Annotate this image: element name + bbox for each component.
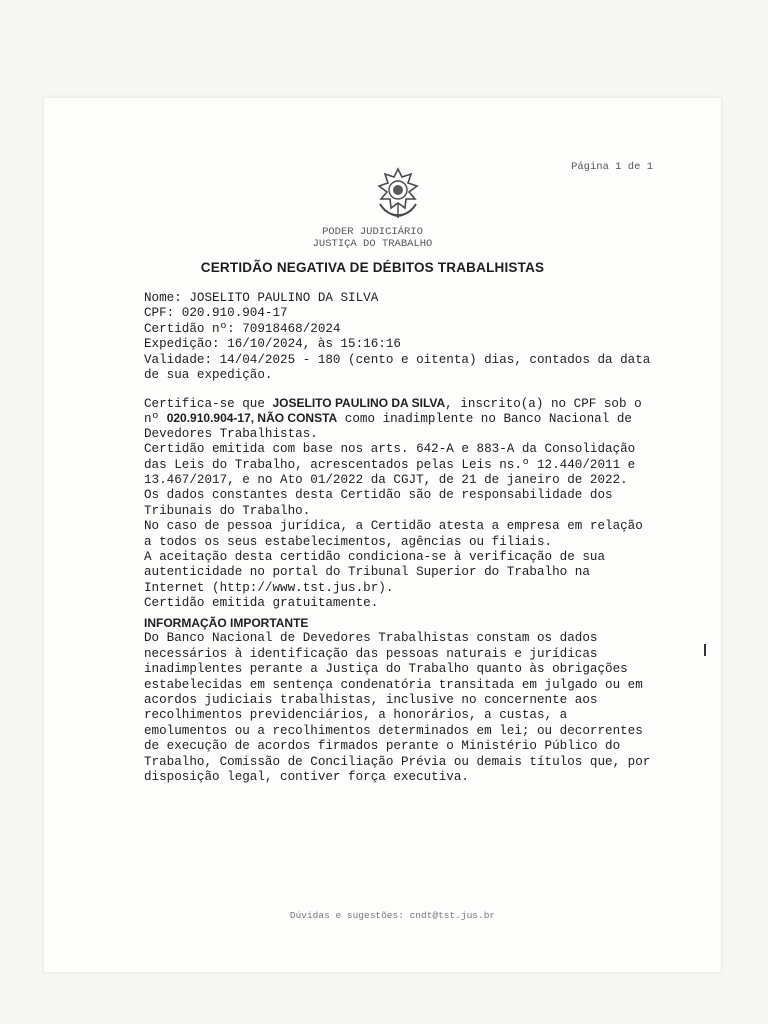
cert-line: 13.467/2017, e no Ato 01/2022 da CGJT, de 21 de janeiro de 2022. [144, 472, 628, 487]
field-validity: Validade: 14/04/2025 - 180 (cento e oitenta) dias, contados da data [144, 352, 651, 367]
info-line: Do Banco Nacional de Devedores Trabalhistas constam os dados [144, 631, 598, 646]
certificate-page [44, 98, 721, 972]
cert-line: Os dados constantes desta Certidão são de responsabilidade dos [144, 488, 613, 503]
cert-line: A aceitação desta certidão condiciona-se à verificação de sua [144, 549, 606, 564]
cert-line: Tribunais do Trabalho. [144, 503, 311, 518]
pen-mark [704, 644, 706, 656]
cert-line: das Leis do Trabalho, acrescentados pelas Leis ns.º 12.440/2011 e [144, 457, 636, 472]
info-line: de execução de acordos firmados perante o Ministério Público do [144, 739, 621, 754]
cert-line: No caso de pessoa jurídica, a Certidão atesta a empresa em relação [144, 519, 643, 534]
info-heading: INFORMAÇÃO IMPORTANTE [144, 616, 309, 630]
certification-text [144, 396, 666, 611]
cert-text: Certifica-se que [144, 397, 273, 411]
footer-contact: Dúvidas e sugestões: cndt@tst.jus.br [289, 910, 496, 921]
cert-text: , inscrito(a) no CPF sob o [445, 397, 642, 411]
cert-line [144, 396, 666, 411]
cert-text: como inadimplente no Banco Nacional de [337, 412, 632, 427]
field-issue-date: Expedição: 16/10/2024, às 15:16:16 [144, 337, 401, 352]
field-cpf: CPF: 020.910.904-17 [144, 306, 288, 321]
field-certificate-number: Certidão nº: 70918468/2024 [144, 321, 341, 336]
info-line: emolumentos ou a recolhimentos determinados em lei; ou decorrentes [144, 723, 643, 738]
info-line: recolhimentos previdenciários, a honorários, a custas, a [144, 708, 568, 723]
cert-line: Certidão emitida gratuitamente. [144, 596, 379, 611]
cert-line [144, 411, 666, 426]
certificate-fields [144, 291, 666, 383]
field-validity-cont: de sua expedição. [144, 367, 273, 382]
field-name: Nome: JOSELITO PAULINO DA SILVA [144, 291, 379, 305]
cert-line: a todos os seus estabelecimentos, agências ou filiais. [144, 534, 553, 549]
info-line: acordos judiciais trabalhistas, inclusive no concernente aos [144, 692, 598, 707]
important-info [144, 616, 666, 785]
info-line: estabelecidas em sentença condenatória transitada em julgado ou em [144, 677, 643, 692]
cert-line: Devedores Trabalhistas. [144, 426, 318, 441]
document-title: CERTIDÃO NEGATIVA DE DÉBITOS TRABALHISTAS [200, 260, 545, 275]
info-line: inadimplentes perante a Justiça do Trabalho quanto às obrigações [144, 662, 628, 677]
org-subname: JUSTIÇA DO TRABALHO [312, 238, 433, 250]
cert-line: Internet (http://www.tst.jus.br). [144, 580, 394, 595]
coat-of-arms-icon [372, 166, 424, 222]
cert-line: Certidão emitida com base nos arts. 642-A e 883-A da Consolidação [144, 442, 636, 457]
cert-holder-name: JOSELITO PAULINO DA SILVA [272, 396, 446, 410]
org-name: PODER JUDICIÁRIO [322, 226, 423, 238]
info-line: Trabalho, Comissão de Conciliação Prévia ou demais títulos que, por [144, 754, 651, 769]
page-number: Página 1 de 1 [571, 161, 653, 173]
cert-text: nº [144, 412, 167, 427]
info-line: necessários à identificação das pessoas naturais e jurídicas [144, 646, 598, 661]
cert-line: autenticidade no portal do Tribunal Superior do Trabalho na [144, 565, 590, 580]
cert-status: 020.910.904-17, NÃO CONSTA [166, 411, 338, 426]
info-line: disposição legal, contiver força executiva. [144, 769, 469, 784]
